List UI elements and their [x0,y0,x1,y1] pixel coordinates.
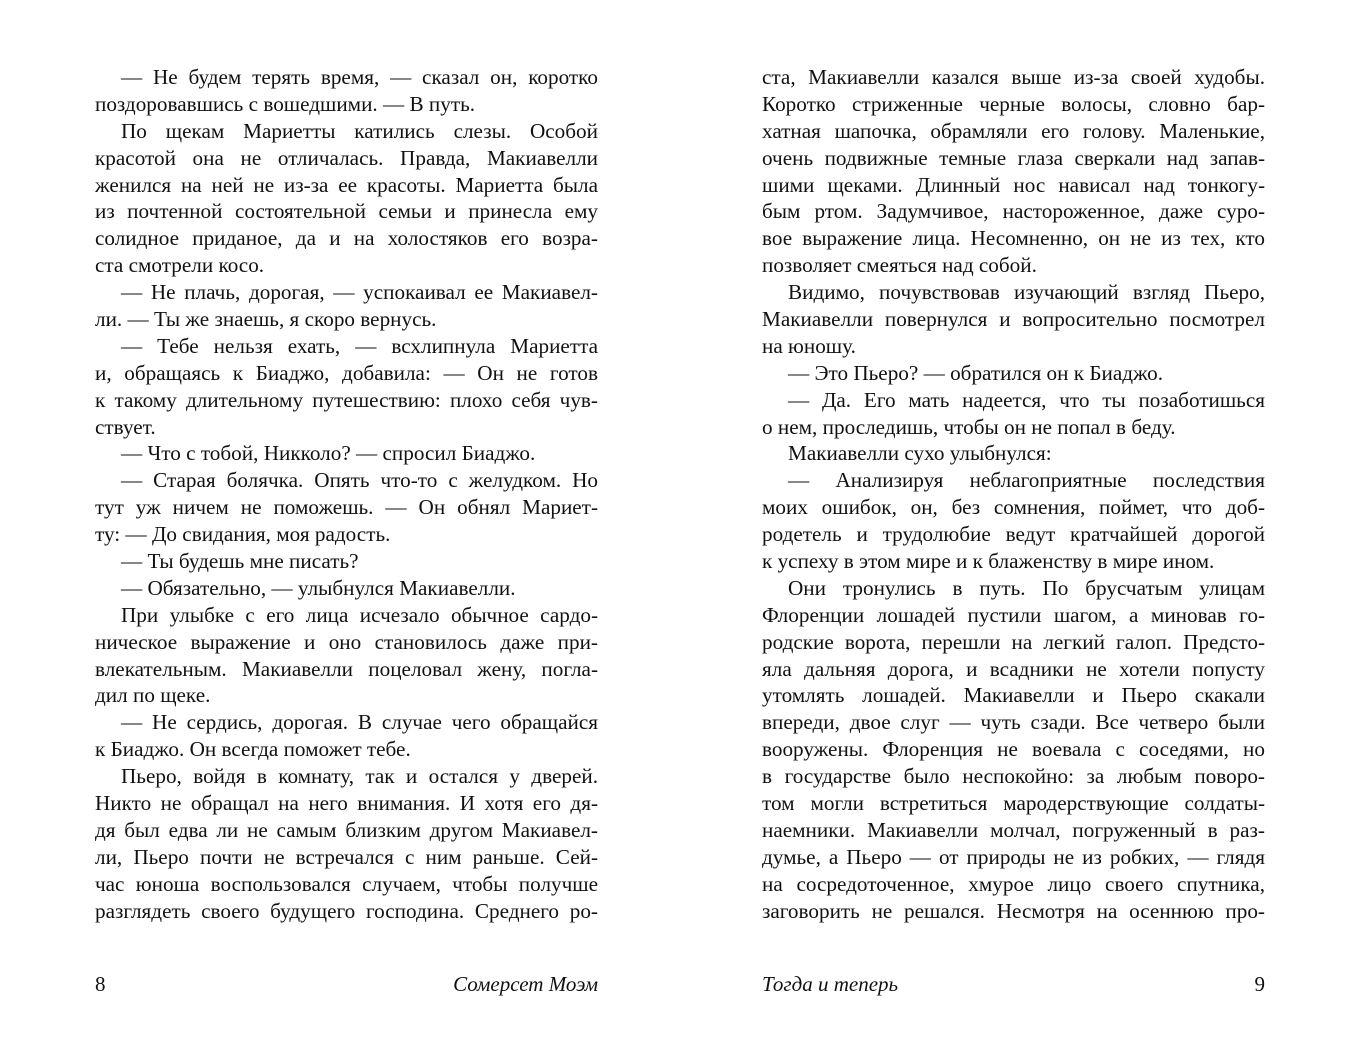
text-line: ствует. [95,414,156,439]
text-line: Никто не обращал на него внимания. И хотя его дя- [95,791,598,816]
text-line: родские ворота, перешли на легкий галоп. Предсто- [762,629,1265,654]
text-line: — Не сердись, дорогая. В случае чего обращайся [121,710,598,735]
text-line: очень подвижные темные глаза сверкали над запав- [762,145,1265,170]
text-line: ли. — Ты же знаешь, я скоро вернусь. [95,307,437,332]
text-line: моих ошибок, он, без сомнения, поймет, что доб- [762,495,1265,520]
text-line: Пьеро, войдя в комнату, так и остался у дверей. [121,764,598,789]
text-line: яла дальняя дорога, и всадники не хотели попусту [762,656,1265,681]
text-line: солидное приданое, да и на холостяков его возра- [95,226,598,251]
text-line: на сосредоточенное, хмурое лицо своего спутника, [762,871,1265,896]
text-line: — Анализируя неблагоприятные последствия [788,468,1265,493]
text-line: ту: — До свидания, моя радость. [95,522,391,547]
right-page-text [762,64,1265,925]
text-line: Флоренции лошадей пустили шагом, а миновав го- [762,602,1265,627]
text-line: в государстве было неспокойно: за любым поворо- [762,764,1265,789]
text-line: поздоровавшись с вошедшими. — В путь. [95,91,476,116]
text-line: из почтенной состоятельной семьи и принесла ему [95,199,598,224]
text-line: бым ртом. Задумчивое, настороженное, даже суро- [762,199,1265,224]
text-line: Они тронулись в путь. По брусчатым улицам [788,575,1265,600]
text-line: Коротко стриженные черные волосы, словно бар- [762,91,1265,116]
running-title: Сомерсет Моэм [453,972,598,996]
text-line: вооружены. Флоренция не воевала с соседями, но [762,737,1265,762]
text-line: ста, Макиавелли казался выше из-за своей худобы. [762,65,1265,89]
left-page-text [95,64,598,925]
text-line: к Биаджо. Он всегда поможет тебе. [95,737,411,762]
text-line: вое выражение лица. Несомненно, он не из тех, кто [762,226,1265,251]
text-line: думье, а Пьеро — от природы не из робких, — глядя [762,844,1265,869]
text-line: женился на ней не из-за ее красоты. Мариетта была [95,172,598,197]
text-line: Макиавелли повернулся и вопросительно посмотрел [762,307,1265,332]
text-line: ли, Пьеро почти не встречался с ним раньше. Сей- [95,844,598,869]
running-title: Тогда и теперь [762,972,899,996]
text-line: к такому длительному путешествию: плохо себя чув- [95,387,598,412]
text-line: — Это Пьеро? — обратился он к Биаджо. [788,360,1164,385]
text-line: разглядеть своего будущего господина. Среднего ро- [95,898,598,923]
text-line: родетель и трудолюбие ведут кратчайшей дорогой [762,522,1265,547]
text-line: Видимо, почувствовав изучающий взгляд Пьеро, [788,280,1265,305]
text-line: Макиавелли сухо улыбнулся: [788,441,1052,466]
page-number: 9 [1254,972,1265,996]
text-line: наемники. Макиавелли молчал, погруженный в раз- [762,817,1265,842]
text-line: впереди, двое слуг — чуть сзади. Все четверо были [762,710,1265,735]
text-line: — Не будем терять время, — сказал он, коротко [121,65,598,89]
text-line: том могли встретиться мародерствующие солдаты- [762,791,1265,816]
text-line: — Старая болячка. Опять что-то с желудком. Но [121,468,598,493]
text-line: — Да. Его мать надеется, что ты позаботишься [788,387,1265,412]
text-line: позволяет смеяться над собой. [762,253,1037,278]
text-line: — Ты будешь мне писать? [121,549,359,574]
left-page-footer [95,970,598,998]
text-line: — Что с тобой, Никколо? — спросил Биаджо. [121,441,536,466]
text-line: ста смотрели косо. [95,253,265,278]
text-line: на юношу. [762,333,856,358]
text-line: утомлять лошадей. Макиавелли и Пьеро скакали [762,683,1265,708]
text-line: заговорить не решался. Несмотря на осеннюю про- [762,898,1265,923]
text-line: — Не плачь, дорогая, — успокаивал ее Макиавел- [121,280,598,305]
text-line: По щекам Мариетты катились слезы. Особой [121,118,598,143]
right-page-footer [762,970,1265,998]
text-line: влекательным. Макиавелли поцеловал жену, погла- [95,656,598,681]
text-line: к успеху в этом мире и к блаженству в мире ином. [762,549,1215,574]
text-line: дил по щеке. [95,683,211,708]
text-line: о нем, проследишь, чтобы он не попал в беду. [762,414,1176,439]
text-line: тут уж ничем не поможешь. — Он обнял Мариет- [95,495,598,520]
text-line: ническое выражение и оно становилось даже при- [95,629,598,654]
text-line: шими щеками. Длинный нос нависал над тонкогу- [762,172,1265,197]
text-line: красотой она не отличалась. Правда, Макиавелли [95,145,598,170]
text-line: При улыбке с его лица исчезало обычное сардо- [121,602,598,627]
page-number: 8 [95,972,106,996]
text-line: хатная шапочка, обрамляли его голову. Маленькие, [762,118,1265,143]
text-line: час юноша воспользовался случаем, чтобы получше [95,871,598,896]
text-line: — Тебе нельзя ехать, — всхлипнула Мариетта [121,333,598,358]
text-line: дя был едва ли не самым близким другом Макиавел- [95,817,598,842]
text-line: и, обращаясь к Биаджо, добавила: — Он не готов [95,360,598,385]
text-line: — Обязательно, — улыбнулся Макиавелли. [121,575,516,600]
